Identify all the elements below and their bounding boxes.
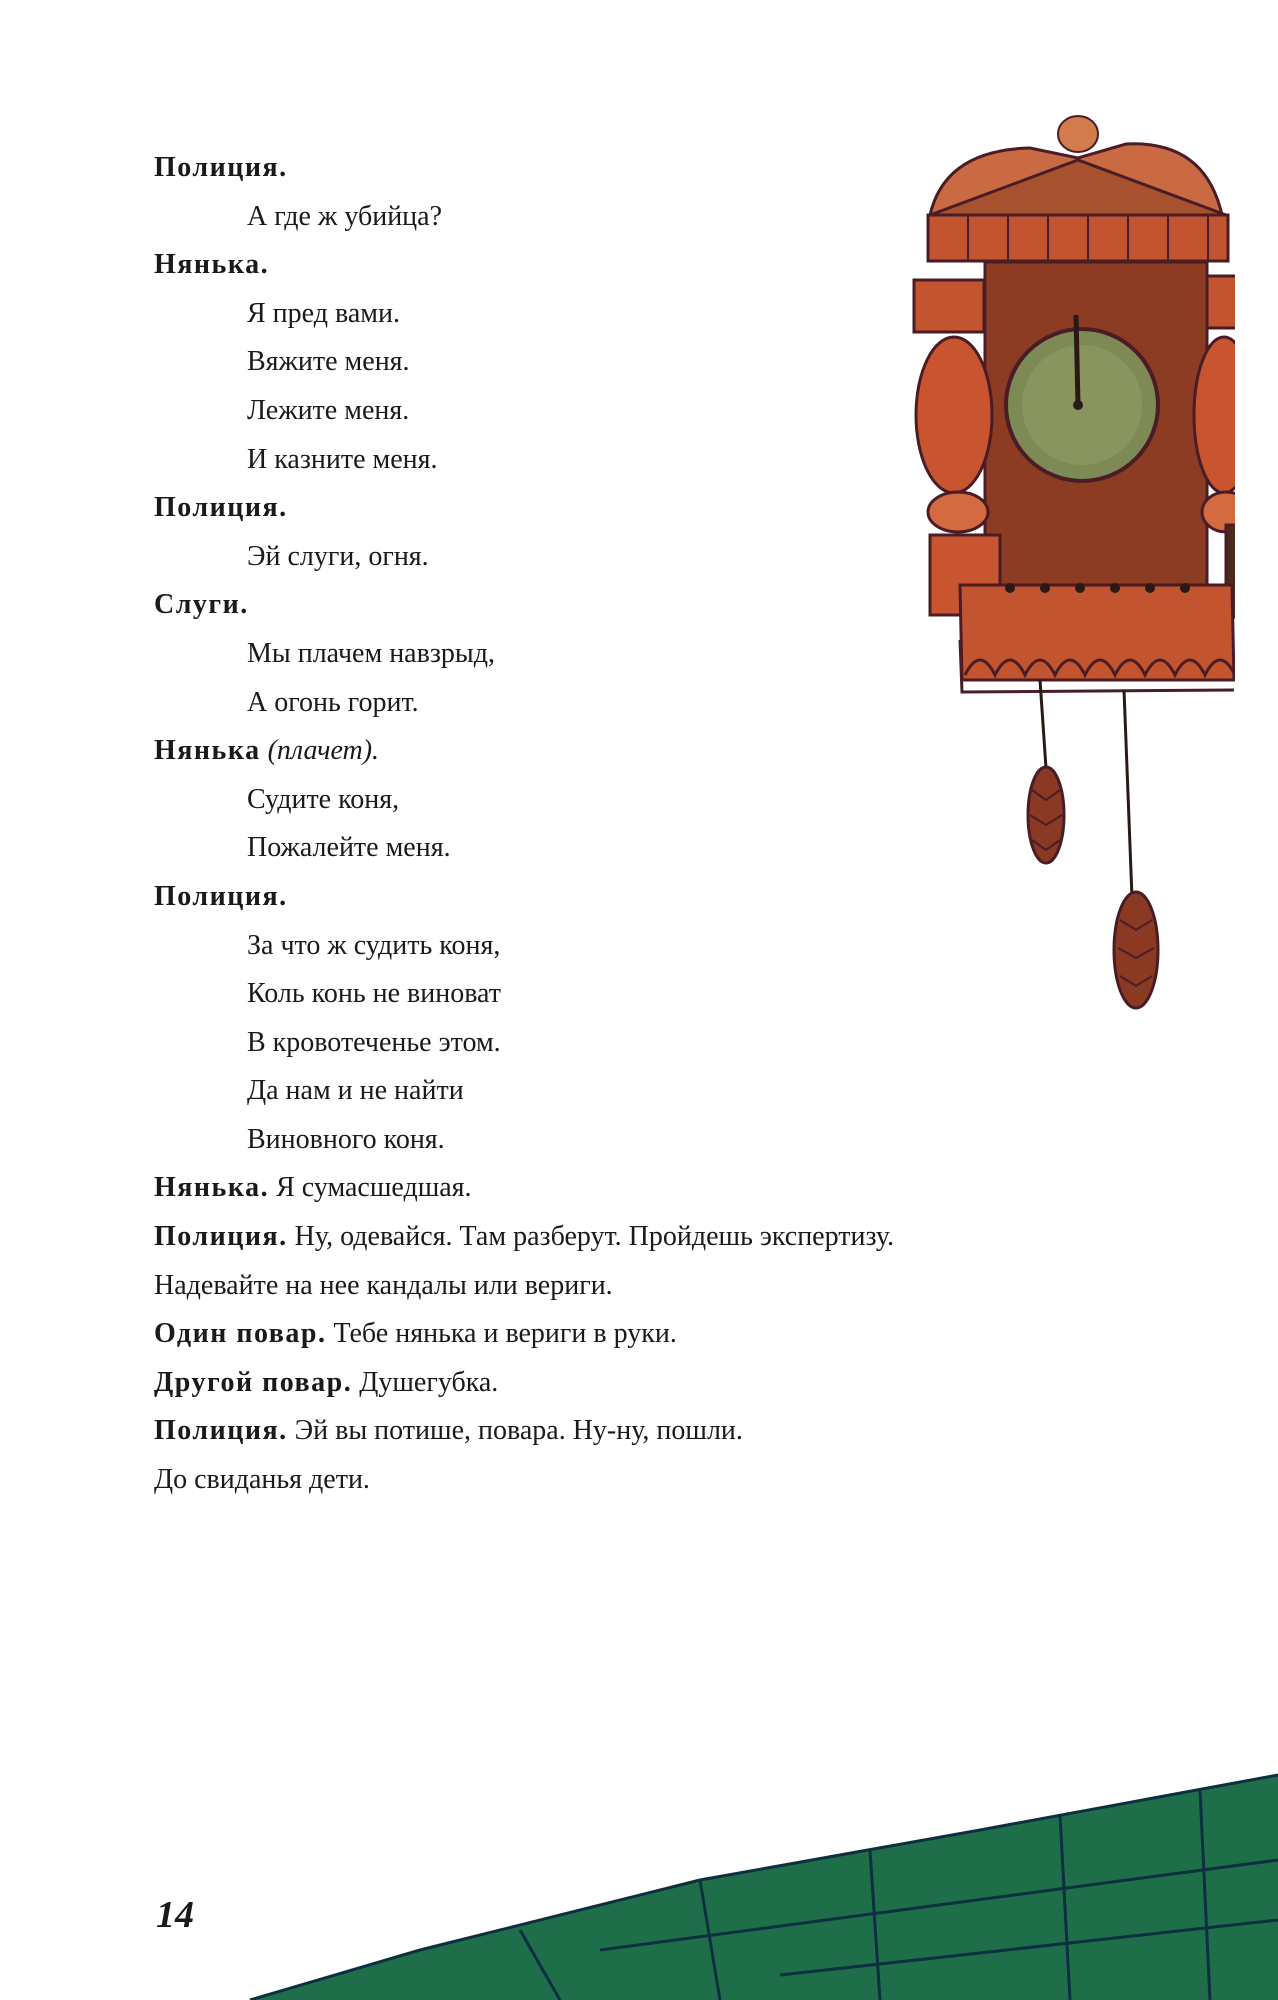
line-text: Судите коня, (247, 783, 400, 815)
speaker-name: Полиция. (154, 152, 288, 183)
line-text: Лежите меня. (247, 394, 410, 426)
line-text: Да нам и не найти (247, 1075, 464, 1107)
line-text: И казните меня. (247, 443, 438, 475)
speaker-name: Другой повар. (154, 1366, 353, 1398)
prose-line (154, 1164, 1054, 1213)
speaker-name: Полиция. (154, 1415, 288, 1447)
speaker-name: Полиция. (154, 880, 288, 912)
speaker-name: Слуги. (154, 589, 249, 621)
line-text: А огонь горит. (247, 686, 419, 718)
line-text: Ну, одевайся. Там разберут. Пройдешь экспертизу. (294, 1221, 895, 1253)
line-text: До свиданья дети. (154, 1464, 370, 1496)
prose-line (154, 1359, 1054, 1408)
line-text: Надевайте на нее кандалы или вериги. (154, 1269, 613, 1301)
line-text: Эй слуги, огня. (247, 540, 429, 572)
line-text: А где ж убийца? (247, 200, 443, 232)
line-text: Эй вы потише, повара. Ну-ну, пошли. (294, 1415, 743, 1447)
line-text: Тебе нянька и вериги в руки. (333, 1318, 677, 1350)
line-text: Я сумасшедшая. (276, 1172, 472, 1204)
line-text: Мы плачем навзрыд, (247, 637, 495, 669)
speaker-name: Полиция. (154, 492, 288, 524)
line-text: За что ж судить коня, (247, 929, 501, 961)
line-text: Коль конь не виноват (247, 978, 501, 1010)
prose-line (154, 1456, 1054, 1505)
prose-line (154, 1262, 1054, 1311)
line-text: Виновного коня. (247, 1123, 445, 1155)
stage-direction: (плачет). (267, 735, 380, 767)
speaker-name: Нянька. (154, 249, 270, 281)
line-text: Пожалейте меня. (247, 832, 451, 864)
page-number: 14 (156, 1894, 194, 1936)
green-field-illustration (0, 1760, 1278, 2000)
prose-line (154, 1407, 1054, 1456)
prose-line (154, 1213, 1054, 1262)
speaker-name: Полиция. (154, 1221, 288, 1253)
line-text: Душегубка. (359, 1366, 499, 1398)
verse-line (154, 1116, 1054, 1165)
speaker-name: Нянька. (154, 1172, 270, 1204)
speaker-name: Один повар. (154, 1318, 327, 1350)
cuckoo-clock-illustration (905, 110, 1235, 1050)
line-text: Я пред вами. (247, 297, 400, 329)
line-text: Вяжите меня. (247, 346, 410, 378)
speaker-name: Нянька (154, 735, 261, 767)
prose-line (154, 1310, 1054, 1359)
verse-line (154, 1067, 1054, 1116)
line-text: В кровотеченье этом. (247, 1026, 501, 1058)
